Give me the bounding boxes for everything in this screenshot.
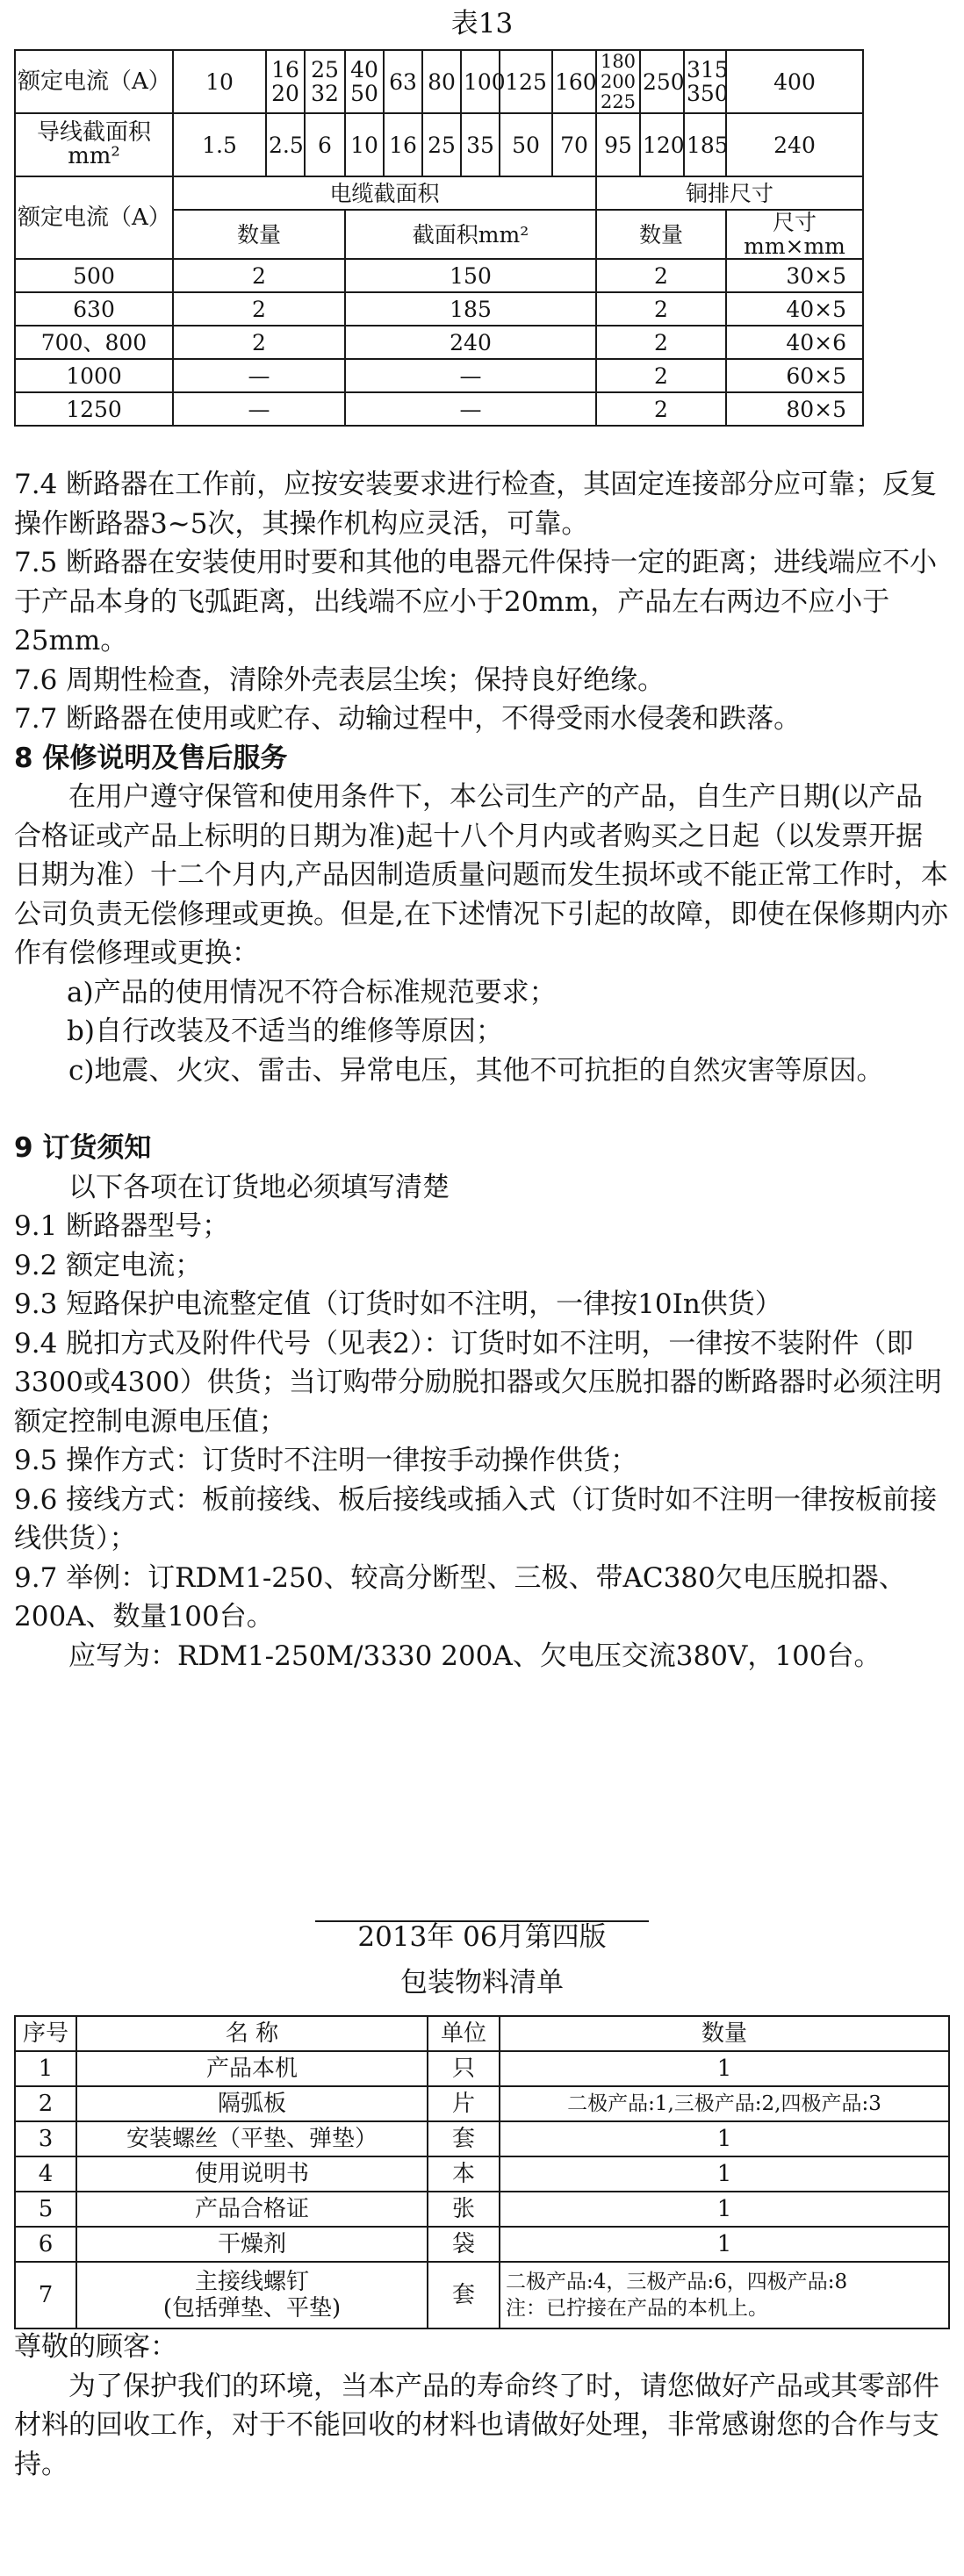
- wire-section-cell: 25: [422, 113, 461, 176]
- busbar-group-header: 铜排尺寸: [596, 176, 863, 210]
- cell-name: 产品本机: [76, 2051, 428, 2086]
- rated-current-cell: 100: [461, 50, 500, 113]
- col-count2-header: 数量: [596, 210, 726, 259]
- col-area-header: 截面积mm²: [345, 210, 596, 259]
- para-9-1: 9.1 断路器型号；: [14, 1210, 230, 1242]
- table-row: [15, 2227, 949, 2262]
- rated-current-cell: 10: [173, 50, 266, 113]
- cell-count: 2: [173, 326, 345, 359]
- para-9-3: 9.3 短路保护电流整定值（订货时如不注明，一律按10In供货）: [14, 1288, 782, 1320]
- para-7-7: 7.7 断路器在使用或贮存、动输过程中，不得受雨水侵袭和跌落。: [14, 703, 802, 735]
- section-8-heading: 8 保修说明及售后服务: [14, 742, 288, 774]
- wire-section-cell: 50: [500, 113, 552, 176]
- cell-size: 80×5: [726, 392, 863, 426]
- cell-name: 安装螺丝（平垫、弹垫）: [76, 2121, 428, 2156]
- cell-qty: 1: [500, 2051, 949, 2086]
- cell-name: 产品合格证: [76, 2192, 428, 2227]
- header-no: 序号: [15, 2016, 76, 2051]
- cell-no: 3: [15, 2121, 76, 2156]
- header-qty: 数量: [500, 2016, 949, 2051]
- cell-bcount: 2: [596, 392, 726, 426]
- cell-size: 40×6: [726, 326, 863, 359]
- rated-current-cell: 25 32: [305, 50, 345, 113]
- cell-qty: 二极产品:4，三极产品:6，四极产品:8 注：已拧接在产品的本机上。: [500, 2262, 949, 2328]
- table-row: [15, 292, 949, 326]
- edition-text: 2013年 06月第四版: [357, 1921, 607, 1953]
- wire-section-cell: 6: [305, 113, 345, 176]
- para-7-6: 7.6 周期性检查，清除外壳表层尘埃；保持良好绝缘。: [14, 664, 665, 696]
- table-row: [15, 392, 949, 426]
- para-7-5: 7.5 断路器在安装使用时要和其他的电器元件保持一定的距离；进线端应不小于产品本身的飞弧距离，出线端不应小于20mm，产品左右两边不应小于25mm。: [14, 547, 938, 657]
- wire-section-row: [15, 113, 949, 176]
- rated-current-cell: 400: [726, 50, 863, 113]
- cell-current: 1250: [15, 392, 173, 426]
- cell-no: 7: [15, 2262, 76, 2328]
- header-unit: 单位: [428, 2016, 500, 2051]
- wire-section-cell: 185: [684, 113, 726, 176]
- warranty-item-c: c)地震、火灾、雷击、异常电压，其他不可抗拒的自然灾害等原因。: [68, 1054, 884, 1087]
- cell-qty: 二极产品:1,三极产品:2,四极产品:3: [500, 2086, 949, 2121]
- closing-greeting: 尊敬的顾客：: [14, 2331, 177, 2363]
- rated-current-cell: 40 50: [345, 50, 384, 113]
- cell-current: 700、800: [15, 326, 173, 359]
- wire-section-cell: 2.5: [266, 113, 305, 176]
- cable-group-header: 电缆截面积: [173, 176, 596, 210]
- wire-section-cell: 10: [345, 113, 384, 176]
- cell-area: 240: [345, 326, 596, 359]
- order-intro: 以下各项在订货地必须填写清楚: [68, 1171, 450, 1203]
- packing-title: 包装物料清单: [400, 1967, 564, 1998]
- cell-current: 1000: [15, 359, 173, 392]
- wire-section-label: 导线截面积 mm²: [15, 113, 173, 176]
- rated-current-cell: 125: [500, 50, 552, 113]
- packing-header-row: [15, 2016, 949, 2051]
- rated-current-cell: 315 350: [684, 50, 726, 113]
- wire-section-cell: 1.5: [173, 113, 266, 176]
- cell-count: —: [173, 359, 345, 392]
- cell-current: 630: [15, 292, 173, 326]
- para-9-7: 9.7 举例：订RDM1-250、较高分断型、三极、带AC380欠电压脱扣器、200A、数量100台。: [14, 1561, 906, 1632]
- cell-bcount: 2: [596, 359, 726, 392]
- closing-paragraph: 为了保护我们的环境，当本产品的寿命终了时，请您做好产品或其零部件材料的回收工作，对于不能回收的材料也请做好处理，非常感谢您的合作与支持。: [14, 2370, 939, 2480]
- table13-caption: 表13: [450, 8, 514, 39]
- cable-current-header: 额定电流（A）: [15, 176, 173, 259]
- cell-unit: 套: [428, 2262, 500, 2328]
- warranty-item-b: b)自行改装及不适当的维修等原因；: [67, 1015, 503, 1047]
- cell-unit: 套: [428, 2121, 500, 2156]
- cell-size: 30×5: [726, 259, 863, 292]
- cell-count: —: [173, 392, 345, 426]
- rated-current-label: 额定电流（A）: [15, 50, 173, 113]
- table-row: [15, 326, 949, 359]
- cell-qty: 1: [500, 2192, 949, 2227]
- cell-bcount: 2: [596, 292, 726, 326]
- cell-name: 隔弧板: [76, 2086, 428, 2121]
- cell-qty: 1: [500, 2156, 949, 2192]
- wire-section-cell: 16: [384, 113, 422, 176]
- table-row: [15, 2192, 949, 2227]
- rated-current-cell: 63: [384, 50, 422, 113]
- cell-unit: 片: [428, 2086, 500, 2121]
- wire-section-cell: 95: [596, 113, 640, 176]
- cell-area: 150: [345, 259, 596, 292]
- rated-current-cell: 160: [552, 50, 596, 113]
- cell-qty: 1: [500, 2227, 949, 2262]
- cell-no: 2: [15, 2086, 76, 2121]
- cell-no: 4: [15, 2156, 76, 2192]
- para-9-2: 9.2 额定电流；: [14, 1249, 203, 1281]
- header-name: 名 称: [76, 2016, 428, 2051]
- rated-current-cell: 250: [640, 50, 684, 113]
- cell-name: 主接线螺钉 (包括弹垫、平垫): [76, 2262, 428, 2328]
- cell-size: 40×5: [726, 292, 863, 326]
- rated-current-cell: 180 200 225: [596, 50, 640, 113]
- wire-section-cell: 240: [726, 113, 863, 176]
- cell-qty: 1: [500, 2121, 949, 2156]
- table-row: [15, 2051, 949, 2086]
- wire-section-cell: 35: [461, 113, 500, 176]
- cell-no: 6: [15, 2227, 76, 2262]
- packing-table: [14, 2015, 950, 2329]
- rated-current-cell: 80: [422, 50, 461, 113]
- para-9-6: 9.6 接线方式：板前接线、板后接线或插入式（订货时如不注明一律按板前接线供货）；: [14, 1483, 938, 1554]
- cell-area: 185: [345, 292, 596, 326]
- para-9-4: 9.4 脱扣方式及附件代号（见表2）：订货时如不注明，一律按不装附件（即3300或4300）供货；当订购带分励脱扣器或欠压脱扣器的断路器时必须注明额定控制电源电压值；: [14, 1327, 942, 1438]
- table-row: [15, 259, 949, 292]
- closing-text: [14, 2328, 948, 2484]
- wire-section-cell: 120: [640, 113, 684, 176]
- cell-count: 2: [173, 292, 345, 326]
- spacer: [14, 1090, 948, 1129]
- cell-bcount: 2: [596, 326, 726, 359]
- cable-header-row: [15, 176, 949, 210]
- cell-area: —: [345, 392, 596, 426]
- cell-no: 5: [15, 2192, 76, 2227]
- cell-unit: 只: [428, 2051, 500, 2086]
- order-example: 应写为：RDM1-250M/3330 200A、欠电压交流380V，100台。: [68, 1640, 881, 1672]
- cell-name: 干燥剂: [76, 2227, 428, 2262]
- cell-name: 使用说明书: [76, 2156, 428, 2192]
- warranty-intro: 在用户遵守保管和使用条件下，本公司生产的产品，自生产日期(以产品合格证或产品上标明的日期为准)起十八个月内或者购买之日起（以发票开据日期为准）十二个月内,产品因制造质量问题而发生损坏或不能正常工作时，本公司负责无偿修理或更换。但是,在下述情况下引起的故障，即使在保修期内亦作有偿修理或更换：: [14, 781, 948, 969]
- table-row: [15, 2156, 949, 2192]
- cell-no: 1: [15, 2051, 76, 2086]
- cell-unit: 本: [428, 2156, 500, 2192]
- cell-area: —: [345, 359, 596, 392]
- cell-bcount: 2: [596, 259, 726, 292]
- table13: [14, 49, 950, 427]
- table-row: [15, 359, 949, 392]
- table-row: [15, 2121, 949, 2156]
- section-9-heading: 9 订货须知: [14, 1132, 152, 1164]
- rated-current-cell: 16 20: [266, 50, 305, 113]
- cell-count: 2: [173, 259, 345, 292]
- col-count-header: 数量: [173, 210, 345, 259]
- cell-unit: 张: [428, 2192, 500, 2227]
- cell-current: 500: [15, 259, 173, 292]
- para-9-5: 9.5 操作方式：订货时不注明一律按手动操作供货；: [14, 1445, 638, 1476]
- table-row: [15, 2086, 949, 2121]
- col-size-header: 尺寸mm×mm: [726, 210, 863, 259]
- para-7-4: 7.4 断路器在工作前，应按安装要求进行检查，其固定连接部分应可靠；反复操作断路器3~5次，其操作机构应灵活，可靠。: [14, 469, 938, 540]
- cell-unit: 袋: [428, 2227, 500, 2262]
- body-text: [14, 465, 948, 1675]
- warranty-item-a: a)产品的使用情况不符合标准规范要求；: [67, 976, 557, 1008]
- table-row: [15, 2262, 949, 2328]
- rated-current-row: [15, 50, 949, 113]
- cell-size: 60×5: [726, 359, 863, 392]
- wire-section-cell: 70: [552, 113, 596, 176]
